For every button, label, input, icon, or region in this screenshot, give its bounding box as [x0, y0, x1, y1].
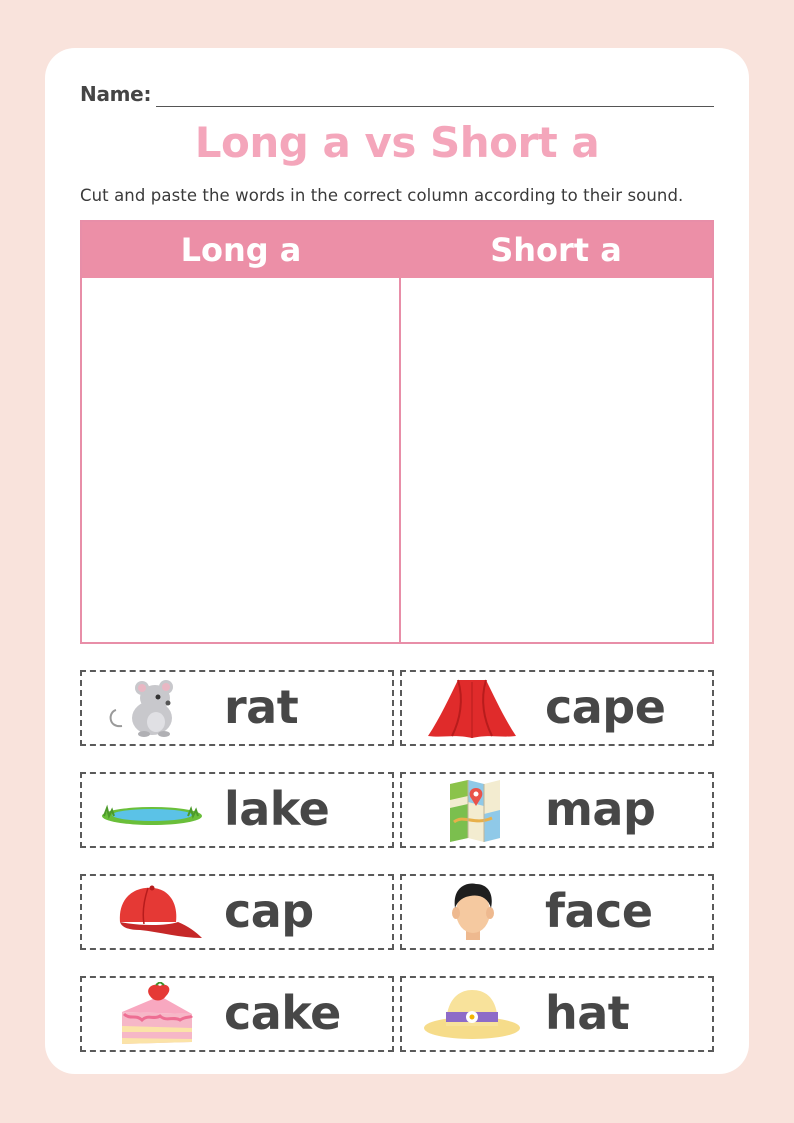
sorting-table: [80, 220, 714, 644]
column-header-short-a: Short a: [490, 231, 622, 269]
sorting-table-header: [82, 222, 712, 278]
flower-decoration: [466, 1011, 478, 1023]
word-label: lake: [224, 782, 330, 836]
worksheet-title: Long a vs Short a: [194, 118, 600, 167]
word-card-cake[interactable]: [80, 976, 394, 1052]
word-card-lake[interactable]: [80, 772, 394, 848]
word-label: rat: [224, 680, 299, 734]
word-label: cake: [224, 986, 341, 1040]
word-label: face: [545, 884, 653, 938]
word-card-rat[interactable]: [80, 670, 394, 746]
mouse-icon: [100, 676, 204, 740]
face-icon: [420, 880, 524, 944]
cape-icon: [420, 676, 524, 740]
cake-icon: [100, 982, 204, 1046]
name-label: Name:: [80, 82, 152, 106]
word-card-map[interactable]: [400, 772, 714, 848]
cap-icon: [100, 880, 204, 944]
worksheet-card: [45, 48, 749, 1074]
word-card-hat[interactable]: [400, 976, 714, 1052]
name-input-line[interactable]: [156, 106, 714, 107]
instructions-text: Cut and paste the words in the correct column according to their sound.: [80, 186, 684, 205]
map-icon: [420, 778, 524, 842]
word-card-cape[interactable]: [400, 670, 714, 746]
word-card-cap[interactable]: [80, 874, 394, 950]
word-card-face[interactable]: [400, 874, 714, 950]
word-label: map: [545, 782, 656, 836]
word-label: hat: [545, 986, 630, 1040]
hat-icon: [420, 982, 524, 1046]
word-label: cape: [545, 680, 666, 734]
lake-icon: [100, 778, 204, 842]
word-label: cap: [224, 884, 314, 938]
name-row: [80, 82, 714, 108]
column-divider: [399, 278, 401, 642]
column-header-long-a: Long a: [180, 231, 302, 269]
